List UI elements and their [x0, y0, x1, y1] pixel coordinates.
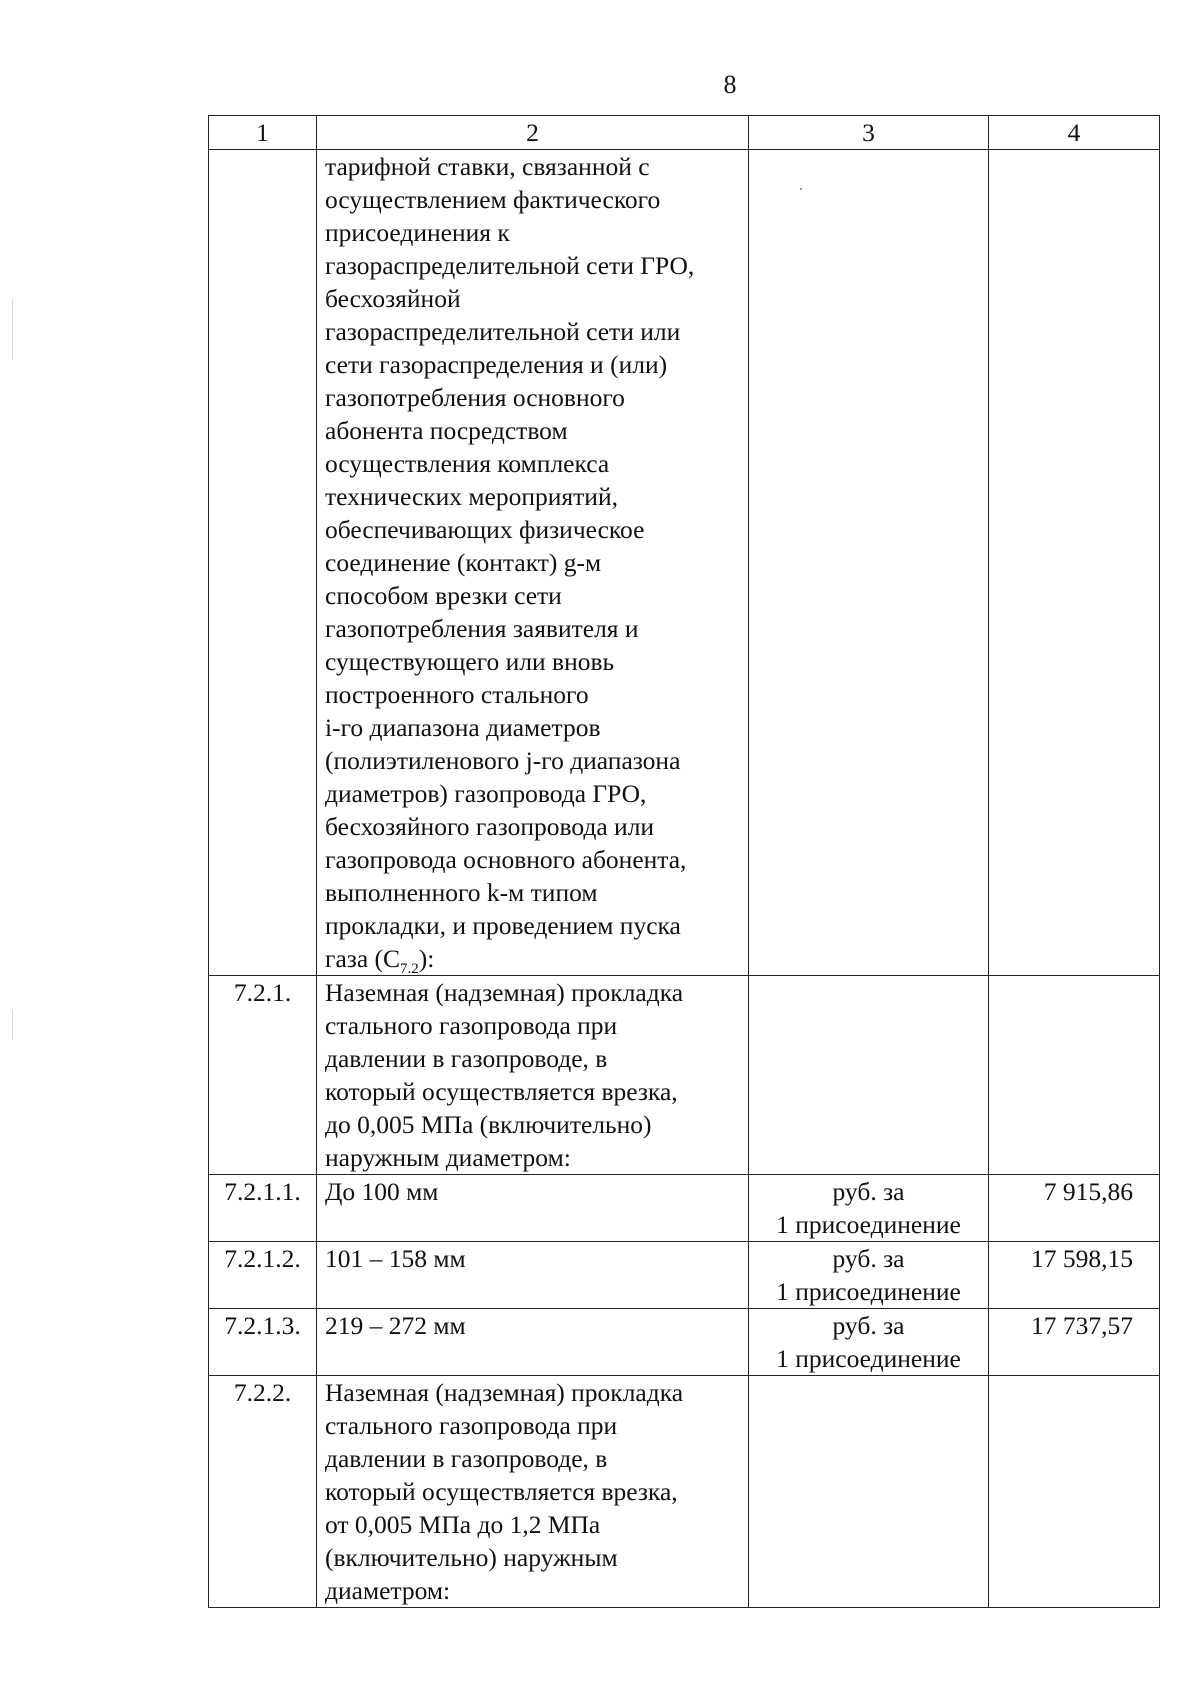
description-line: существующего или вновь [325, 647, 615, 676]
table-row-continuation [209, 150, 1160, 976]
scan-artifact [12, 1010, 13, 1040]
formula-suffix: ): [418, 944, 435, 973]
row-description [317, 1376, 749, 1608]
description-line: тарифной ставки, связанной с [325, 152, 650, 181]
description-line: газораспределительной сети или [325, 317, 681, 346]
description-line: газопотребления основного [325, 383, 625, 412]
row-code [209, 150, 317, 976]
description-line: давлении в газопроводе, в [325, 1044, 608, 1073]
table-row-7-2-1-2 [209, 1242, 1160, 1309]
description-line: давлении в газопроводе, в [325, 1444, 608, 1473]
row-value: 17 737,57 [989, 1309, 1160, 1376]
description-line: который осуществляется врезка, [325, 1477, 678, 1506]
row-unit [749, 1309, 989, 1376]
row-code: 7.2.1.2. [209, 1242, 317, 1309]
table-row-7-2-1 [209, 976, 1160, 1175]
row-code: 7.2.1.3. [209, 1309, 317, 1376]
description-line: который осуществляется врезка, [325, 1077, 678, 1106]
description-line: осуществления комплекса [325, 449, 610, 478]
row-value [989, 150, 1160, 976]
description-line: газораспределительной сети ГРО, [325, 251, 695, 280]
header-cell-3: 3 [749, 116, 989, 150]
description-line: Наземная (надземная) прокладка [325, 1378, 684, 1407]
description-line: i-го диапазона диаметров [325, 713, 601, 742]
description-line: газопотребления заявителя и [325, 614, 639, 643]
row-unit [749, 1242, 989, 1309]
description-line: наружным диаметром: [325, 1143, 571, 1172]
formula-subscript: 7.2 [400, 961, 419, 976]
table-row-7-2-1-1 [209, 1175, 1160, 1242]
description-line: диаметром: [325, 1576, 451, 1605]
description-line: Наземная (надземная) прокладка [325, 978, 684, 1007]
row-code: 7.2.1. [209, 976, 317, 1175]
description-line: газопровода основного абонента, [325, 845, 687, 874]
description-line: стального газопровода при [325, 1411, 618, 1440]
table-header-row [209, 116, 1160, 150]
row-description [317, 976, 749, 1175]
row-unit [749, 976, 989, 1175]
description-line: от 0,005 МПа до 1,2 МПа [325, 1510, 601, 1539]
unit-line-2: 1 присоединение [776, 1277, 961, 1306]
description-line: построенного стального [325, 680, 589, 709]
header-cell-4: 4 [989, 116, 1160, 150]
description-line: до 0,005 МПа (включительно) [325, 1110, 652, 1139]
row-unit [749, 1175, 989, 1242]
description-line: (полиэтиленового j-го диапазона [325, 746, 681, 775]
description-line: выполненного k-м типом [325, 878, 598, 907]
description-line: осуществлением фактического [325, 185, 661, 214]
unit-line-2: 1 присоединение [776, 1210, 961, 1239]
row-description: До 100 мм [317, 1175, 749, 1242]
row-value: 17 598,15 [989, 1242, 1160, 1309]
description-line: присоединения к [325, 218, 510, 247]
description-line: соединение (контакт) g-м [325, 548, 602, 577]
table-row-7-2-2 [209, 1376, 1160, 1608]
table-row-7-2-1-3 [209, 1309, 1160, 1376]
page-number: 8 [723, 70, 737, 99]
description-lines [325, 150, 740, 942]
row-code: 7.2.1.1. [209, 1175, 317, 1242]
row-unit [749, 150, 989, 976]
unit-line-1: руб. за [832, 1177, 905, 1206]
header-cell-2: 2 [317, 116, 749, 150]
description-line: бесхозяйного газопровода или [325, 812, 655, 841]
row-value [989, 976, 1160, 1175]
description-lines [325, 976, 740, 1174]
row-description [317, 150, 749, 976]
description-last-line [325, 942, 740, 975]
description-line: технических мероприятий, [325, 482, 618, 511]
description-line: прокладки, и проведением пуска [325, 911, 681, 940]
description-line: способом врезки сети [325, 581, 562, 610]
description-lines [325, 1376, 740, 1607]
scan-artifact [12, 300, 13, 360]
description-line: бесхозяйной [325, 284, 461, 313]
row-description: 219 – 272 мм [317, 1309, 749, 1376]
row-description: 101 – 158 мм [317, 1242, 749, 1309]
unit-line-2: 1 присоединение [776, 1344, 961, 1373]
row-unit [749, 1376, 989, 1608]
row-code: 7.2.2. [209, 1376, 317, 1608]
header-cell-1: 1 [209, 116, 317, 150]
tariff-table [208, 115, 1160, 1608]
description-line: сети газораспределения и (или) [325, 350, 668, 379]
description-line: стального газопровода при [325, 1011, 618, 1040]
description-line: абонента посредством [325, 416, 568, 445]
row-value [989, 1376, 1160, 1608]
description-line: обеспечивающих физическое [325, 515, 645, 544]
row-value: 7 915,86 [989, 1175, 1160, 1242]
formula-prefix: газа (С [325, 944, 401, 973]
description-line: (включительно) наружным [325, 1543, 618, 1572]
unit-line-1: руб. за [832, 1311, 905, 1340]
description-line: диаметров) газопровода ГРО, [325, 779, 647, 808]
unit-line-1: руб. за [832, 1244, 905, 1273]
